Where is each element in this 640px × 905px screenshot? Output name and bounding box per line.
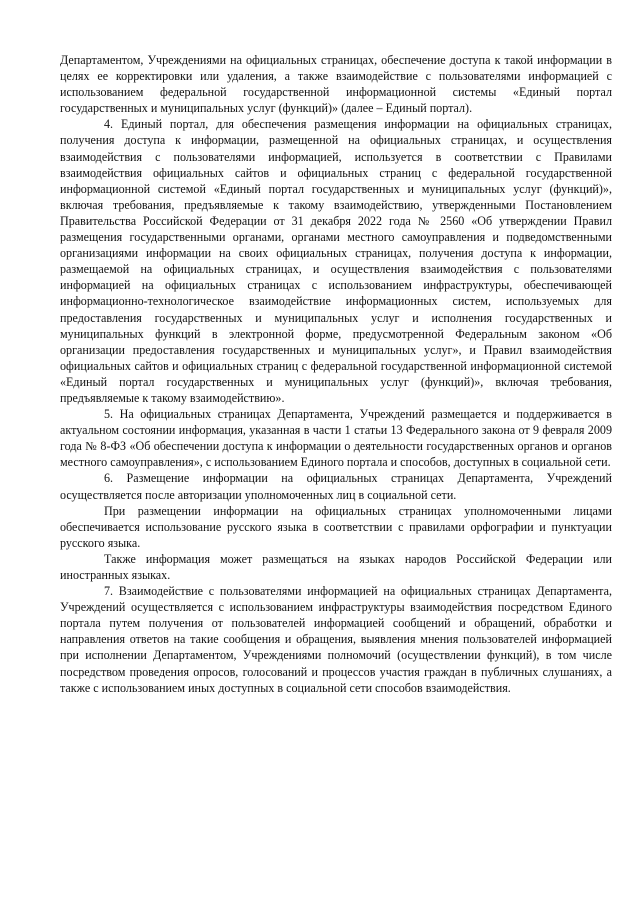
paragraph-other-languages: Также информация может размещаться на языках народов Российской Федерации или иностранных языках. [60,551,612,582]
paragraph-item-5: 5. На официальных страницах Департамента, Учреждений размещается и поддерживается в актуальном состоянии информация, указанная в части 1 статьи 13 Федерального закона от 9 февраля 2009 года № 8-ФЗ «Об обеспечении доступа к информации о деятельности государственных органов и органов местного самоуправления», с использованием Единого портала и способов, доступных в социальной сети. [60,407,612,470]
paragraph-item-6: 6. Размещение информации на официальных страницах Департамента, Учреждений осуществляется после авторизации уполномоченных лиц в социальной сети. [60,471,612,502]
paragraph-russian-language: При размещении информации на официальных страницах уполномоченными лицами обеспечивается использование русского языка в соответствии с правилами орфографии и пунктуации русского языка. [60,503,612,550]
paragraph-continuation: Департаментом, Учреждениями на официальных страницах, обеспечение доступа к такой информации в целях ее корректировки или удаления, а также взаимодействие с пользователями информацией с использованием федеральной государственной информационной системы «Единый портал государственных и муниципальных услуг (функций)» (далее – Единый портал). [60,53,612,116]
paragraph-item-4: 4. Единый портал, для обеспечения размещения информации на официальных страницах, получения доступа к информации, размещенной на официальных страницах, и осуществления взаимодействия с пользователями информацией, используется в соответствии с Правилами взаимодействия официальных сайтов и официальных страниц с федеральной государственной информационной системой «Единый портал государственных и муниципальных услуг (функций)», включая требования, предъявляемые к такому взаимодействию, утвержденными Постановлением Правительства Российской Федерации от 31 декабря 2022 года № 2560 «Об утверждении Правил размещения государственными органами, органами местного самоуправления и подведомственными организациями информации на своих официальных страницах, получения доступа к информации, размещаемой на официальных страницах, и осуществления взаимодействия с пользователями информацией на официальных страницах с использованием инфраструктуры, обеспечивающей информационно-технологическое взаимодействие информационных систем, используемых для предоставления государственных и муниципальных услуг и исполнения государственных и муниципальных функций в электронной форме, предусмотренной Федеральным законом «Об организации предоставления государственных и муниципальных услуг», и Правил взаимодействия официальных сайтов и официальных страниц с федеральной государственной информационной системой «Единый портал государственных и муниципальных услуг (функций)», включая требования, предъявляемые к такому взаимодействию». [60,117,612,405]
document-page [60,52,612,696]
paragraph-item-7: 7. Взаимодействие с пользователями информацией на официальных страницах Департамента, Учреждений осуществляется с использованием инфраструктуры взаимодействия посредством Единого портала путем получения от пользователей информацией сообщений и обращений, обработки и направления ответов на такие сообщения и обращения, выявления мнения пользователей информацией при исполнении Департаментом, Учреждениями полномочий (осуществлении функций), в том числе посредством проведения опросов, голосований и процессов участия граждан в публичных слушаниях, а также с использованием иных доступных в социальной сети способов взаимодействия. [60,584,612,695]
